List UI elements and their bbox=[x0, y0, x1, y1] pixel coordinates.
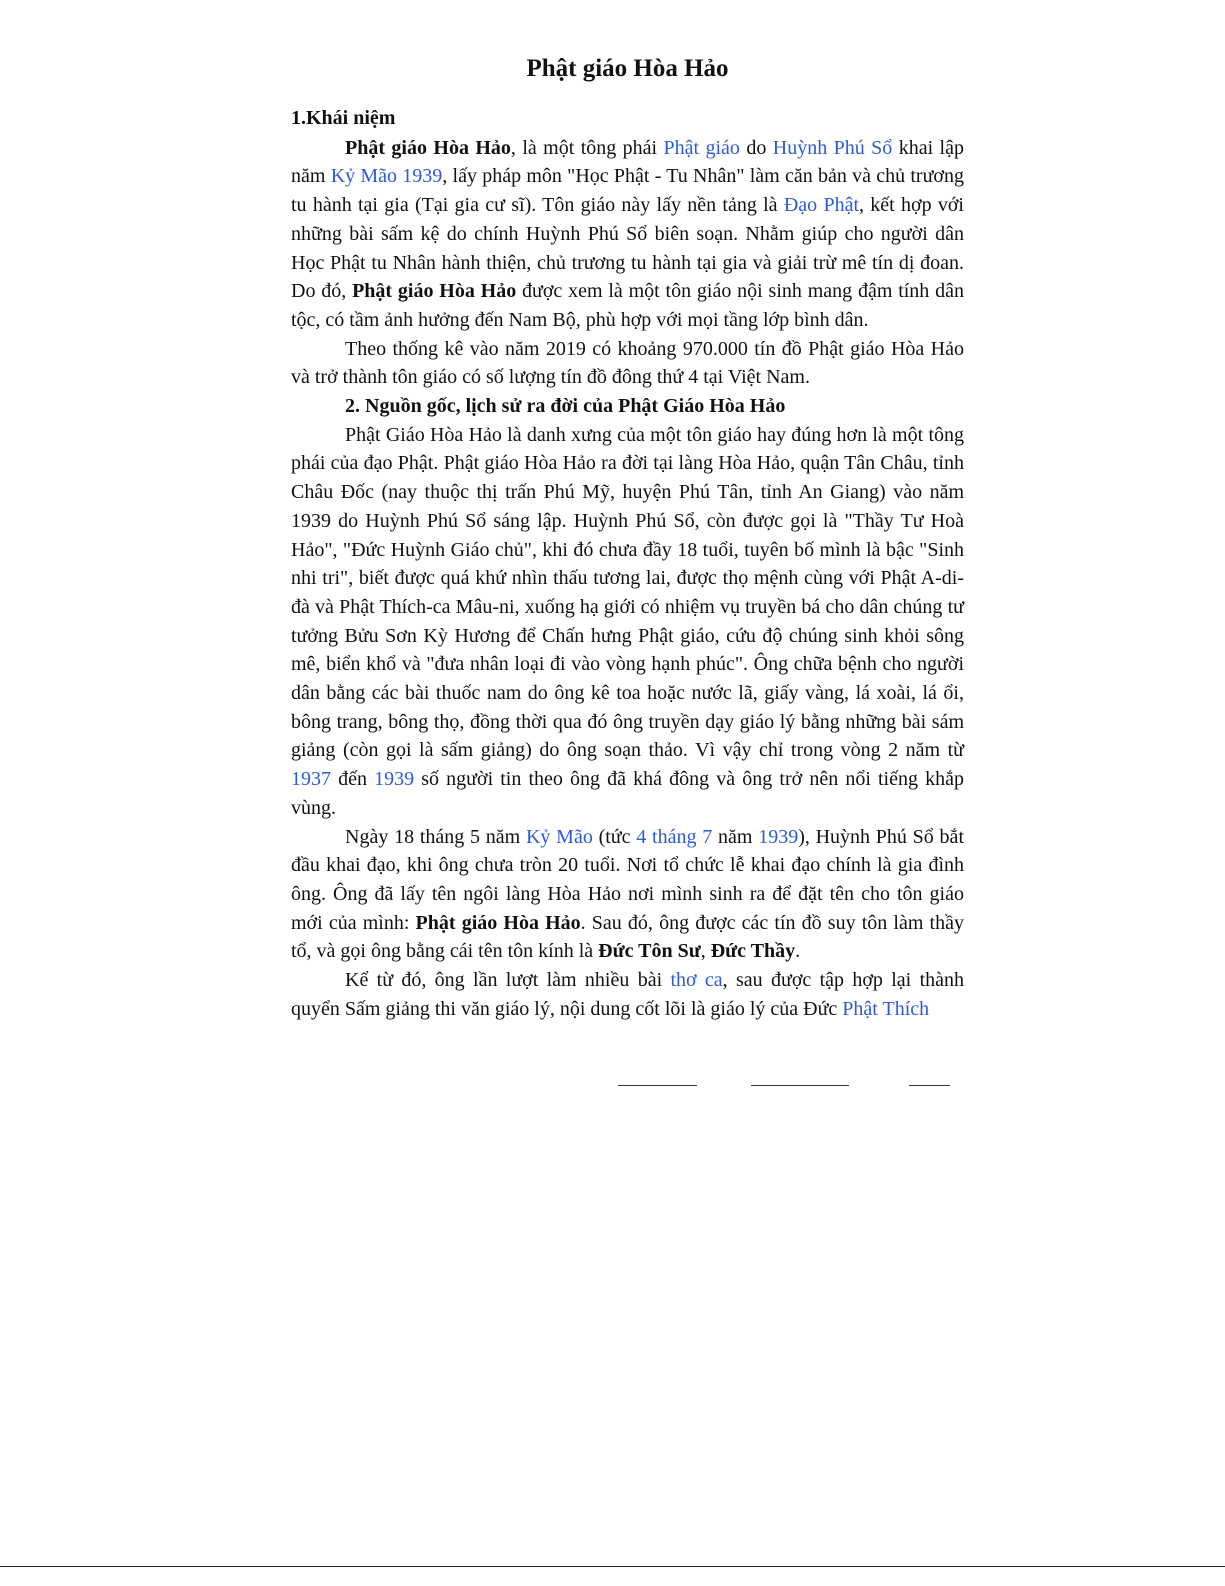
document-title: Phật giáo Hòa Hảo bbox=[526, 55, 729, 82]
link-ky-mao-1939[interactable]: Kỷ Mão 1939 bbox=[330, 165, 443, 188]
paragraph-definition bbox=[291, 134, 964, 335]
text-run: Ngày 18 tháng 5 năm bbox=[345, 825, 526, 848]
paragraph-teachings bbox=[291, 966, 964, 1023]
link-phat-thich[interactable]: Phật Thích bbox=[842, 997, 930, 1020]
link-tho-ca[interactable]: thơ ca bbox=[670, 969, 723, 992]
link-1937[interactable]: 1937 bbox=[291, 768, 331, 791]
text-run: . bbox=[795, 940, 801, 963]
section-heading-origin: 2. Nguồn gốc, lịch sử ra đời của Phật Giáo Hòa Hảo bbox=[345, 395, 786, 418]
bold-term: Phật giáo Hòa Hảo bbox=[345, 136, 511, 159]
text-run: , kết hợp với những bài sấm kệ do chính Huỳnh Phú Sổ biên soạn. Nhằm giúp cho người dân Học Phật tu Nhân hành thiện, chủ trương tu hành tại gia và giải trừ mê tín dị đoan. Do đó, bbox=[291, 194, 964, 303]
paragraph-origin bbox=[291, 421, 964, 823]
link-ky-mao[interactable]: Kỷ Mão bbox=[525, 825, 593, 848]
link-underline-stray bbox=[618, 1085, 697, 1086]
link-underline-stray bbox=[909, 1085, 950, 1086]
document-body bbox=[291, 52, 964, 1024]
text-run: , lấy pháp môn "Học Phật - Tu Nhân" làm căn bản và chủ trương tu hành tại gia (Tại gia cư sĩ). Tôn giáo này lấy nền tảng là bbox=[291, 165, 964, 217]
link-1939-founding[interactable]: 1939 bbox=[758, 825, 799, 848]
text-run: số người tin theo ông đã khá đông và ông trở nên nổi tiếng khắp vùng. bbox=[291, 768, 964, 819]
text-run: khai lập năm bbox=[291, 136, 964, 188]
text-run: đến bbox=[331, 768, 375, 791]
link-huynh-phu-so[interactable]: Huỳnh Phú Sổ bbox=[772, 136, 893, 159]
text-run: (tức bbox=[592, 825, 637, 848]
section-heading-concept: 1.Khái niệm bbox=[291, 107, 396, 129]
link-4-thang-7[interactable]: 4 tháng 7 bbox=[636, 825, 713, 848]
bold-term: Đức Tôn Sư bbox=[598, 940, 701, 963]
link-underline-stray bbox=[751, 1085, 849, 1086]
link-phat-giao[interactable]: Phật giáo bbox=[663, 136, 740, 159]
text-run: được xem là một tôn giáo nội sinh mang đậm tính dân tộc, có tầm ảnh hưởng đến Nam Bộ, phù hợp với mọi tầng lớp bình dân. bbox=[291, 280, 964, 331]
text-run: Phật Giáo Hòa Hảo là danh xưng của một tôn giáo hay đúng hơn là một tông phái của đạo Phật. Phật giáo Hòa Hảo ra đời tại làng Hòa Hảo, quận Tân Châu, tỉnh Châu Đốc (nay thuộc thị trấn Phú Mỹ, huyện Phú Tân, tỉnh An Giang) vào năm 1939 do Huỳnh Phú Sổ sáng lập. Huỳnh Phú Sổ, còn được gọi là "Thầy Tư Hoà Hảo", "Đức Huỳnh Giáo chủ", khi đó chưa đầy 18 tuổi, tuyên bố mình là bậc "Sinh nhi tri", biết được quá khứ nhìn thấu tương lai, được thọ mệnh cùng với Phật A-di-đà và Phật Thích-ca Mâu-ni, xuống hạ giới có nhiệm vụ truyền bá cho dân chúng tư tưởng Bửu Sơn Kỳ Hương để Chấn hưng Phật giáo, cứu độ chúng sinh khỏi sông mê, biển khổ và "đưa nhân loại đi vào vòng hạnh phúc". Ông chữa bệnh cho người dân bằng các bài thuốc nam do ông kê toa hoặc nước lã, giấy vàng, lá xoài, lá ổi, bông trang, bông thọ, đồng thời qua đó ông truyền dạy giáo lý bằng những bài sám giảng (còn gọi là sấm giảng) do ông soạn thảo. Vì vậy chỉ trong vòng 2 năm từ bbox=[291, 423, 964, 762]
text-run: . Sau đó, ông được các tín đồ suy tôn làm thầy tổ, và gọi ông bằng cái tên tôn kính là bbox=[291, 911, 964, 963]
text-run: , bbox=[700, 940, 711, 963]
link-1939[interactable]: 1939 bbox=[374, 768, 415, 791]
paragraph-statistics: Theo thống kê vào năm 2019 có khoảng 970.000 tín đồ Phật giáo Hòa Hảo và trở thành tôn giáo có số lượng tín đồ đông thứ 4 tại Việt Nam. bbox=[291, 337, 964, 389]
paragraph-founding bbox=[291, 823, 964, 967]
bold-term: Phật giáo Hòa Hảo bbox=[352, 280, 517, 303]
bold-term: Đức Thầy bbox=[710, 940, 796, 963]
text-run: do bbox=[739, 136, 773, 159]
text-run: ), Huỳnh Phú Sổ bắt đầu khai đạo, khi ông chưa tròn 20 tuổi. Nơi tổ chức lễ khai đạo chính là gia đình ông. Ông đã lấy tên ngôi làng Hòa Hảo nơi mình sinh ra để đặt tên cho tôn giáo mới của mình: bbox=[291, 825, 964, 934]
text-run: , là một tông phái bbox=[510, 136, 664, 159]
page-bottom-border bbox=[0, 1566, 1225, 1586]
text-run: , sau được tập hợp lại thành quyển Sấm giảng thi văn giáo lý, nội dung cốt lõi là giáo lý của Đức bbox=[291, 969, 964, 1020]
link-dao-phat[interactable]: Đạo Phật bbox=[783, 194, 859, 217]
text-run: Kể từ đó, ông lần lượt làm nhiều bài bbox=[345, 969, 671, 992]
text-run: năm bbox=[712, 825, 759, 848]
bold-term: Phật giáo Hòa Hảo bbox=[415, 911, 581, 934]
